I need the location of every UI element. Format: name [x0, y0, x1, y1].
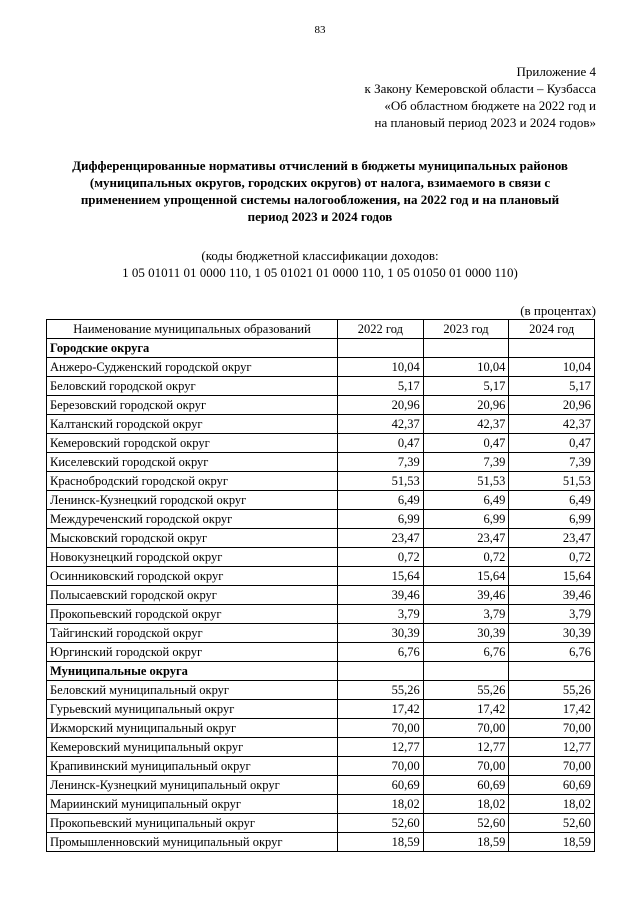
- municipality-name: Киселевский городской округ: [47, 453, 338, 472]
- appendix-line: к Закону Кемеровской области – Кузбасса: [364, 81, 596, 96]
- empty-cell: [338, 662, 424, 681]
- value-2022: 30,39: [338, 624, 424, 643]
- table-row: [47, 510, 595, 529]
- table-row: [47, 757, 595, 776]
- value-2022: 0,72: [338, 548, 424, 567]
- empty-cell: [509, 339, 595, 358]
- value-2022: 39,46: [338, 586, 424, 605]
- document-title: [46, 157, 594, 225]
- municipality-name: Полысаевский городской округ: [47, 586, 338, 605]
- section-title: Городские округа: [47, 339, 338, 358]
- value-2023: 3,79: [423, 605, 509, 624]
- value-2024: 15,64: [509, 567, 595, 586]
- municipality-name: Березовский городской округ: [47, 396, 338, 415]
- value-2022: 10,04: [338, 358, 424, 377]
- table-row: [47, 814, 595, 833]
- municipality-name: Ленинск-Кузнецкий городской округ: [47, 491, 338, 510]
- value-2024: 10,04: [509, 358, 595, 377]
- table-row: [47, 434, 595, 453]
- value-2024: 70,00: [509, 757, 595, 776]
- value-2024: 20,96: [509, 396, 595, 415]
- value-2023: 30,39: [423, 624, 509, 643]
- value-2023: 20,96: [423, 396, 509, 415]
- section-row: [47, 662, 595, 681]
- title-line: период 2023 и 2024 годов: [247, 209, 393, 224]
- table-row: [47, 567, 595, 586]
- value-2024: 0,72: [509, 548, 595, 567]
- value-2024: 60,69: [509, 776, 595, 795]
- table-row: [47, 529, 595, 548]
- title-line: применением упрощенной системы налогообложения, на 2022 год и на плановый: [80, 192, 560, 207]
- municipality-name: Кемеровский муниципальный округ: [47, 738, 338, 757]
- title-line: Дифференцированные нормативы отчислений в бюджеты муниципальных районов: [72, 158, 568, 173]
- value-2022: 55,26: [338, 681, 424, 700]
- value-2023: 39,46: [423, 586, 509, 605]
- value-2024: 18,59: [509, 833, 595, 852]
- table-row: [47, 700, 595, 719]
- value-2024: 6,99: [509, 510, 595, 529]
- table-row: [47, 719, 595, 738]
- table-row: [47, 738, 595, 757]
- value-2023: 0,47: [423, 434, 509, 453]
- table-row: [47, 472, 595, 491]
- classification-codes: [0, 247, 640, 281]
- municipality-name: Кемеровский городской округ: [47, 434, 338, 453]
- value-2023: 12,77: [423, 738, 509, 757]
- value-2024: 0,47: [509, 434, 595, 453]
- value-2022: 70,00: [338, 757, 424, 776]
- municipality-name: Мариинский муниципальный округ: [47, 795, 338, 814]
- value-2023: 7,39: [423, 453, 509, 472]
- codes-line: 1 05 01011 01 0000 110, 1 05 01021 01 0000 110, 1 05 01050 01 0000 110): [122, 265, 518, 280]
- value-2022: 6,49: [338, 491, 424, 510]
- value-2022: 7,39: [338, 453, 424, 472]
- table-row: [47, 681, 595, 700]
- municipality-name: Краснобродский городской округ: [47, 472, 338, 491]
- table-row: [47, 795, 595, 814]
- value-2024: 6,49: [509, 491, 595, 510]
- value-2024: 7,39: [509, 453, 595, 472]
- value-2022: 42,37: [338, 415, 424, 434]
- value-2022: 60,69: [338, 776, 424, 795]
- value-2023: 17,42: [423, 700, 509, 719]
- value-2022: 51,53: [338, 472, 424, 491]
- municipality-name: Беловский городской округ: [47, 377, 338, 396]
- value-2024: 39,46: [509, 586, 595, 605]
- municipality-name: Прокопьевский городской округ: [47, 605, 338, 624]
- empty-cell: [423, 339, 509, 358]
- value-2022: 20,96: [338, 396, 424, 415]
- value-2024: 30,39: [509, 624, 595, 643]
- value-2023: 70,00: [423, 719, 509, 738]
- value-2024: 42,37: [509, 415, 595, 434]
- table-row: [47, 605, 595, 624]
- value-2023: 60,69: [423, 776, 509, 795]
- empty-cell: [338, 339, 424, 358]
- appendix-line: «Об областном бюджете на 2022 год и: [384, 98, 596, 113]
- value-2022: 15,64: [338, 567, 424, 586]
- value-2024: 18,02: [509, 795, 595, 814]
- table-row: [47, 415, 595, 434]
- value-2024: 5,17: [509, 377, 595, 396]
- value-2023: 5,17: [423, 377, 509, 396]
- value-2023: 10,04: [423, 358, 509, 377]
- norms-table: [46, 319, 595, 852]
- value-2024: 70,00: [509, 719, 595, 738]
- appendix-header: [365, 63, 597, 131]
- municipality-name: Юргинский городской округ: [47, 643, 338, 662]
- page-number: 83: [314, 24, 326, 36]
- appendix-line: на плановый период 2023 и 2024 годов»: [374, 115, 596, 130]
- table-row: [47, 396, 595, 415]
- value-2024: 51,53: [509, 472, 595, 491]
- value-2024: 6,76: [509, 643, 595, 662]
- municipality-name: Гурьевский муниципальный округ: [47, 700, 338, 719]
- municipality-name: Тайгинский городской округ: [47, 624, 338, 643]
- municipality-name: Мысковский городской округ: [47, 529, 338, 548]
- value-2022: 17,42: [338, 700, 424, 719]
- municipality-name: Калтанский городской округ: [47, 415, 338, 434]
- table-row: [47, 491, 595, 510]
- value-2023: 18,59: [423, 833, 509, 852]
- municipality-name: Крапивинский муниципальный округ: [47, 757, 338, 776]
- value-2023: 23,47: [423, 529, 509, 548]
- table-row: [47, 624, 595, 643]
- value-2023: 52,60: [423, 814, 509, 833]
- value-2023: 18,02: [423, 795, 509, 814]
- table-row: [47, 548, 595, 567]
- municipality-name: Беловский муниципальный округ: [47, 681, 338, 700]
- value-2023: 55,26: [423, 681, 509, 700]
- header-2024: 2024 год: [509, 320, 595, 339]
- municipality-name: Осинниковский городской округ: [47, 567, 338, 586]
- value-2022: 23,47: [338, 529, 424, 548]
- table-row: [47, 586, 595, 605]
- header-2022: 2022 год: [338, 320, 424, 339]
- unit-note: (в процентах): [520, 303, 596, 318]
- value-2022: 52,60: [338, 814, 424, 833]
- value-2022: 18,59: [338, 833, 424, 852]
- table-row: [47, 833, 595, 852]
- value-2024: 52,60: [509, 814, 595, 833]
- value-2024: 3,79: [509, 605, 595, 624]
- value-2024: 23,47: [509, 529, 595, 548]
- value-2023: 6,49: [423, 491, 509, 510]
- table-header-row: [47, 320, 595, 339]
- header-2023: 2023 год: [423, 320, 509, 339]
- value-2022: 18,02: [338, 795, 424, 814]
- municipality-name: Ленинск-Кузнецкий муниципальный округ: [47, 776, 338, 795]
- section-title: Муниципальные округа: [47, 662, 338, 681]
- value-2024: 55,26: [509, 681, 595, 700]
- value-2023: 15,64: [423, 567, 509, 586]
- table-row: [47, 377, 595, 396]
- section-row: [47, 339, 595, 358]
- empty-cell: [509, 662, 595, 681]
- table-row: [47, 776, 595, 795]
- empty-cell: [423, 662, 509, 681]
- value-2022: 5,17: [338, 377, 424, 396]
- value-2022: 3,79: [338, 605, 424, 624]
- municipality-name: Ижморский муниципальный округ: [47, 719, 338, 738]
- value-2023: 42,37: [423, 415, 509, 434]
- value-2022: 6,76: [338, 643, 424, 662]
- value-2024: 12,77: [509, 738, 595, 757]
- value-2022: 0,47: [338, 434, 424, 453]
- value-2023: 0,72: [423, 548, 509, 567]
- table-row: [47, 358, 595, 377]
- municipality-name: Промышленновский муниципальный округ: [47, 833, 338, 852]
- value-2023: 51,53: [423, 472, 509, 491]
- title-line: (муниципальных округов, городских округов) от налога, взимаемого в связи с: [89, 175, 551, 190]
- municipality-name: Междуреченский городской округ: [47, 510, 338, 529]
- value-2022: 12,77: [338, 738, 424, 757]
- table-row: [47, 453, 595, 472]
- value-2023: 6,99: [423, 510, 509, 529]
- value-2022: 70,00: [338, 719, 424, 738]
- header-name: Наименование муниципальных образований: [47, 320, 338, 339]
- municipality-name: Прокопьевский муниципальный округ: [47, 814, 338, 833]
- value-2023: 6,76: [423, 643, 509, 662]
- value-2022: 6,99: [338, 510, 424, 529]
- table-row: [47, 643, 595, 662]
- value-2023: 70,00: [423, 757, 509, 776]
- value-2024: 17,42: [509, 700, 595, 719]
- appendix-line: Приложение 4: [516, 64, 596, 79]
- codes-line: (коды бюджетной классификации доходов:: [201, 248, 439, 263]
- municipality-name: Анжеро-Судженский городской округ: [47, 358, 338, 377]
- municipality-name: Новокузнецкий городской округ: [47, 548, 338, 567]
